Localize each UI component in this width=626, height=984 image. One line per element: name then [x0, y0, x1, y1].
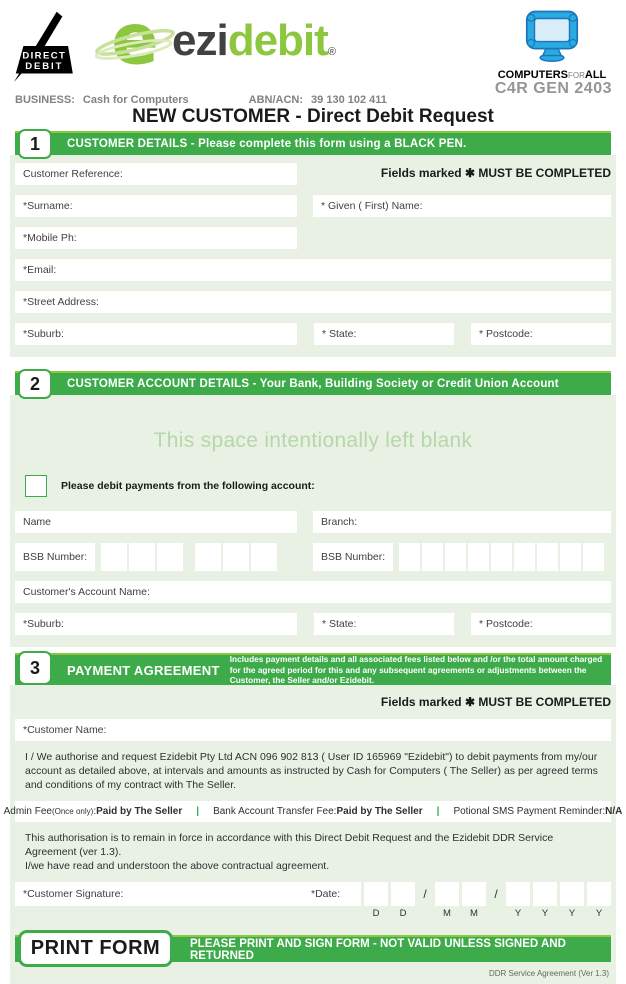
bsb-row	[15, 543, 611, 571]
fees-bar	[3, 801, 623, 822]
account-cell[interactable]	[422, 543, 443, 571]
customer-reference-label: Customer Reference:	[23, 168, 123, 180]
customer-signature-field[interactable]	[15, 882, 303, 906]
bank-name-field[interactable]	[15, 511, 297, 533]
section1-title: CUSTOMER DETAILS - Please complete this form using a BLACK PEN.	[67, 138, 467, 150]
surname-label: *Surname:	[23, 200, 73, 212]
bsb-cell[interactable]	[157, 543, 183, 571]
section-gap	[0, 357, 626, 371]
section1-body	[10, 155, 616, 357]
section2-title: CUSTOMER ACCOUNT DETAILS - Your Bank, Building Society or Credit Union Account	[67, 378, 559, 390]
bsb-cell[interactable]	[101, 543, 127, 571]
date-day-col	[364, 882, 388, 919]
section1-number: 1	[18, 129, 52, 159]
abn-label: ABN/ACN:	[248, 94, 304, 106]
transfer-fee-label: Bank Account Transfer Fee:	[213, 805, 337, 817]
registered-mark: ®	[327, 46, 335, 58]
ddr-version-note: DDR Service Agreement (Ver 1.3)	[488, 969, 609, 979]
state-field[interactable]	[314, 323, 454, 345]
ezidebit-wordmark	[172, 16, 335, 66]
street-address-field[interactable]	[15, 291, 611, 313]
given-name-field[interactable]	[313, 195, 611, 217]
desc-bold-2: and /or the total amount charged	[473, 653, 603, 664]
section-account-details	[10, 371, 616, 647]
state-label: * State:	[322, 328, 357, 340]
print-row	[15, 935, 611, 962]
bsb-right-label: BSB Number:	[313, 543, 393, 571]
bank-name-label: Name	[23, 516, 52, 528]
required-fields-note-2: Fields marked ✱ MUST BE COMPLETED	[380, 695, 611, 709]
section-customer-details	[10, 131, 616, 357]
account-number-cells	[397, 543, 604, 571]
admin-fee-label: Admin Fee	[3, 805, 52, 817]
account-cell[interactable]	[583, 543, 604, 571]
intentionally-blank-note: This space intentionally left blank	[153, 429, 473, 452]
postcode-field[interactable]	[471, 323, 611, 345]
section2-body	[10, 395, 616, 647]
date-cell-month[interactable]	[435, 882, 459, 906]
required-fields-note: Fields marked ✱ MUST BE COMPLETED	[380, 166, 611, 180]
abn-value: 39 130 102 411	[311, 94, 387, 106]
customer-reference-field[interactable]	[15, 163, 297, 185]
fee-separator: |	[436, 805, 440, 817]
bsb-left-cells	[99, 543, 277, 571]
cfa-all: ALL	[584, 69, 607, 81]
account-cell[interactable]	[445, 543, 466, 571]
account-cell[interactable]	[491, 543, 512, 571]
form-header	[0, 0, 626, 131]
date-slash: /	[494, 887, 498, 902]
business-row	[15, 94, 465, 106]
date-month-col	[435, 882, 459, 919]
bsb-cell[interactable]	[129, 543, 155, 571]
print-form-button[interactable]: PRINT FORM	[18, 930, 173, 967]
sms-reminder-value: N/A	[605, 805, 623, 817]
date-letter: D	[399, 908, 407, 920]
account-name-label: Customer's Account Name:	[23, 586, 150, 598]
section3-body	[3, 685, 623, 984]
email-label: *Email:	[23, 264, 57, 276]
section3-number: 3	[18, 651, 52, 685]
fee-separator: |	[196, 805, 200, 817]
desc-reg-2: for the agreed period for this and any subsequent agreements or adjustments between the Customer, the Seller and/or Ezidebit.	[229, 664, 587, 686]
bsb-gap	[183, 543, 193, 571]
force-line-1: This authorisation is to remain in force in accordance with this Direct Debit Request and the Ezidebit DDR Service Agreement (ver 1.3).	[25, 831, 554, 858]
date-slash: /	[423, 887, 427, 902]
authorisation-paragraph: I / We authorise and request Ezidebit Pty Ltd ACN 096 902 813 ( User ID 165969 "Ezidebit") to debit payments from my/our account as detailed above, at intervals and amounts as instructed by Cash for Computers ( The Seller) as per agreed terms and conditions of my contract with The Seller.	[25, 751, 598, 792]
mobile-label: *Mobile Ph:	[23, 232, 77, 244]
suburb-label: *Suburb:	[23, 328, 64, 340]
section1-header-bar	[15, 131, 611, 155]
date-cell-year[interactable]	[560, 882, 584, 906]
section3-description	[230, 654, 611, 686]
date-month-col	[462, 882, 486, 919]
computers-for-all-logo	[492, 8, 612, 81]
account-cell[interactable]	[560, 543, 581, 571]
date-year-col	[533, 882, 557, 919]
account-postcode-field[interactable]	[471, 613, 611, 635]
svg-text:DEBIT: DEBIT	[25, 60, 64, 72]
ezidebit-e-icon	[92, 0, 178, 81]
admin-fee-note: (Once only)	[51, 806, 94, 816]
section3-header-bar	[15, 653, 611, 685]
email-field[interactable]	[15, 259, 611, 281]
account-postcode-label: * Postcode:	[479, 618, 533, 630]
branch-field[interactable]	[313, 511, 611, 533]
debit-account-checkbox-row	[25, 475, 611, 497]
date-letter: D	[372, 908, 380, 920]
branch-label: Branch:	[321, 516, 358, 528]
page-title: NEW CUSTOMER - Direct Debit Request	[132, 106, 494, 127]
date-cell-year[interactable]	[533, 882, 557, 906]
brand-ezi: ezi	[172, 16, 228, 65]
date-cell-day[interactable]	[364, 882, 388, 906]
print-instruction-text: PLEASE PRINT AND SIGN FORM - NOT VALID UNLESS SIGNED AND RETURNED	[190, 937, 566, 962]
date-letter: Y	[541, 908, 549, 920]
bsb-left-label: BSB Number:	[15, 543, 95, 571]
form-code: C4R GEN 2403	[494, 80, 612, 97]
account-cell[interactable]	[514, 543, 535, 571]
bsb-cell[interactable]	[195, 543, 221, 571]
section3-title: PAYMENT AGREEMENT	[67, 662, 220, 678]
date-day-col	[391, 882, 415, 919]
desc-reg-1: listed below	[423, 653, 474, 664]
date-cell-year[interactable]	[587, 882, 611, 906]
admin-fee-value: Paid by The Seller	[96, 805, 183, 817]
business-value: Cash for Computers	[82, 94, 189, 106]
date-cell-month[interactable]	[462, 882, 486, 906]
admin-fee-colon: :	[93, 805, 97, 817]
surname-field[interactable]	[15, 195, 297, 217]
account-number-group	[313, 543, 611, 571]
postcode-label: * Postcode:	[479, 328, 533, 340]
svg-text:DIRECT: DIRECT	[22, 50, 67, 62]
section2-header-bar	[15, 371, 611, 395]
date-letter: M	[443, 908, 451, 920]
account-state-label: * State:	[322, 618, 357, 630]
cfa-for: FOR	[568, 71, 585, 80]
force-paragraph	[25, 831, 601, 874]
date-cell-year[interactable]	[506, 882, 530, 906]
date-letter: Y	[568, 908, 576, 920]
date-year-col	[560, 882, 584, 919]
date-group	[303, 882, 611, 919]
section-payment-agreement	[3, 653, 623, 984]
customer-name-field[interactable]	[15, 719, 611, 741]
account-name-field[interactable]	[15, 581, 611, 603]
account-suburb-field[interactable]	[15, 613, 297, 635]
mobile-field[interactable]	[15, 227, 297, 249]
date-year-col	[506, 882, 530, 919]
account-cell[interactable]	[399, 543, 420, 571]
date-letter: M	[470, 908, 478, 920]
business-label: BUSINESS:	[15, 94, 75, 106]
date-label: *Date:	[303, 882, 361, 906]
customer-name-label: *Customer Name:	[23, 724, 107, 736]
account-cell[interactable]	[537, 543, 558, 571]
bsb-cell[interactable]	[251, 543, 277, 571]
section2-number: 2	[18, 369, 52, 399]
ezidebit-logo	[92, 0, 335, 81]
suburb-field[interactable]	[15, 323, 297, 345]
debit-account-checkbox[interactable]	[25, 475, 47, 497]
given-name-label: * Given ( First) Name:	[321, 200, 423, 212]
date-year-col	[587, 882, 611, 919]
date-cell-day[interactable]	[391, 882, 415, 906]
desc-bold-1: Includes payment details and all associated fees	[229, 653, 424, 664]
debit-account-checkbox-label: Please debit payments from the following account:	[61, 480, 315, 492]
bsb-cell[interactable]	[223, 543, 249, 571]
account-cell[interactable]	[468, 543, 489, 571]
customer-signature-label: *Customer Signature:	[23, 888, 124, 901]
street-address-label: *Street Address:	[23, 296, 99, 308]
bsb-left-group	[15, 543, 297, 571]
account-suburb-label: *Suburb:	[23, 618, 64, 630]
computer-monitor-icon	[515, 8, 589, 64]
svg-text:e: e	[111, 0, 159, 81]
direct-debit-logo-icon	[12, 8, 88, 84]
force-line-2: I/we have read and understoon the above contractual agreement.	[25, 859, 330, 872]
account-state-field[interactable]	[314, 613, 454, 635]
signature-row	[15, 882, 611, 919]
transfer-fee-value: Paid by The Seller	[336, 805, 423, 817]
date-letter: Y	[514, 908, 522, 920]
brand-debit: debit	[227, 16, 328, 65]
cfa-computers: COMPUTERS	[497, 69, 568, 81]
sms-reminder-label: Potional SMS Payment Reminder:	[453, 805, 606, 817]
date-letter: Y	[595, 908, 603, 920]
